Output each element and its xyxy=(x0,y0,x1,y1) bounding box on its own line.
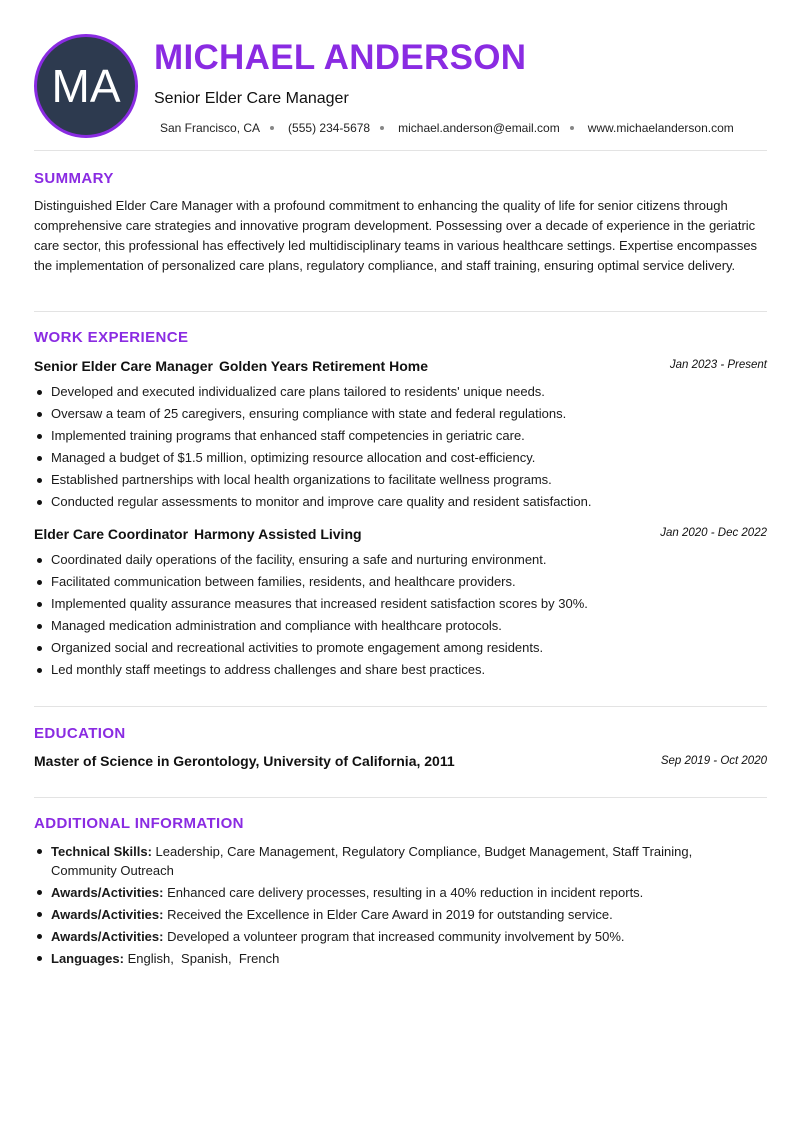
separator-dot xyxy=(270,126,274,130)
job-position: Elder Care Coordinator xyxy=(34,526,189,542)
contact-website[interactable]: www.michaelanderson.com xyxy=(587,121,734,135)
item-text: Received the Excellence in Elder Care Award in 2019 for outstanding service. xyxy=(163,907,613,922)
list-item: Conducted regular assessments to monitor and improve care quality and resident satisfaction. xyxy=(34,491,767,513)
list-item xyxy=(34,927,734,946)
section-divider xyxy=(34,311,767,312)
separator-dot xyxy=(570,126,574,130)
item-label: Technical Skills: xyxy=(51,844,152,859)
contact-phone: (555) 234-5678 xyxy=(288,121,371,135)
list-item: Established partnerships with local health organizations to facilitate wellness programs. xyxy=(34,469,767,491)
separator-dot xyxy=(380,126,384,130)
section-divider xyxy=(34,706,767,707)
list-item xyxy=(34,883,734,902)
item-label: Awards/Activities: xyxy=(51,885,164,900)
list-item: Implemented training programs that enhanced staff competencies in geriatric care. xyxy=(34,425,767,447)
item-text: Leadership, Care Management, Regulatory Compliance, Budget Management, Staff Training, Community Outreach xyxy=(51,844,693,878)
section-divider xyxy=(34,150,767,151)
job-dates: Jan 2020 - Dec 2022 xyxy=(660,527,767,539)
candidate-role: Senior Elder Care Manager xyxy=(154,90,349,107)
job-dates: Jan 2023 - Present xyxy=(669,359,767,371)
experience-heading: WORK EXPERIENCE xyxy=(34,329,189,346)
contact-location: San Francisco, CA xyxy=(160,121,261,135)
list-item: Led monthly staff meetings to address challenges and share best practices. xyxy=(34,659,767,681)
list-item: Facilitated communication between families, residents, and healthcare providers. xyxy=(34,571,767,593)
resume-header xyxy=(34,34,767,138)
summary-text: Distinguished Elder Care Manager with a profound commitment to enhancing the quality of life for senior citizens through comprehensive care strategies and innovative program development. Possessing over a decade of experience in the geriatric care sector, this professional has effectively led multidisciplinary teams in various healthcare settings. Expertise encompasses the implementation of personalized care plans, regulatory compliance, and staff training, ensuring optimal service delivery. xyxy=(34,198,758,273)
item-label: Awards/Activities: xyxy=(51,929,164,944)
avatar-initials: MA xyxy=(51,60,121,112)
item-text: Enhanced care delivery processes, resulting in a 40% reduction in incident reports. xyxy=(163,885,644,900)
list-item: Organized social and recreational activities to promote engagement among residents. xyxy=(34,637,767,659)
job-bullets xyxy=(34,381,767,513)
list-item: Managed a budget of $1.5 million, optimizing resource allocation and cost-efficiency. xyxy=(34,447,767,469)
list-item: Managed medication administration and compliance with healthcare protocols. xyxy=(34,615,767,637)
list-item: Developed and executed individualized care plans tailored to residents' unique needs. xyxy=(34,381,767,403)
section-divider xyxy=(34,797,767,798)
additional-list xyxy=(34,842,734,971)
education-degree: Master of Science in Gerontology, University of California, 2011 xyxy=(34,753,455,769)
job-header xyxy=(34,358,767,376)
additional-heading: ADDITIONAL INFORMATION xyxy=(34,815,244,832)
list-item xyxy=(34,949,734,968)
job-title-line xyxy=(34,526,362,542)
education-heading: EDUCATION xyxy=(34,725,126,742)
job-position: Senior Elder Care Manager xyxy=(34,358,213,374)
job-company: Harmony Assisted Living xyxy=(194,526,362,542)
job-title-line xyxy=(34,358,428,374)
item-label: Awards/Activities: xyxy=(51,907,164,922)
contact-line xyxy=(160,121,734,135)
summary-heading: SUMMARY xyxy=(34,170,114,187)
item-text: Developed a volunteer program that increased community involvement by 50%. xyxy=(163,929,625,944)
job-company: Golden Years Retirement Home xyxy=(218,358,428,374)
list-item: Implemented quality assurance measures that increased resident satisfaction scores by 30%. xyxy=(34,593,767,615)
list-item xyxy=(34,905,734,924)
list-item: Coordinated daily operations of the facility, ensuring a safe and nurturing environment. xyxy=(34,549,767,571)
list-item xyxy=(34,842,734,880)
job-bullets xyxy=(34,549,767,681)
item-label: Languages: xyxy=(51,951,124,966)
education-dates: Sep 2019 - Oct 2020 xyxy=(660,755,767,767)
contact-email[interactable]: michael.anderson@email.com xyxy=(398,121,560,135)
candidate-name: MICHAEL ANDERSON xyxy=(154,38,527,77)
job-header xyxy=(34,526,767,544)
avatar xyxy=(34,34,138,138)
item-text: English, Spanish, French xyxy=(123,951,280,966)
list-item: Oversaw a team of 25 caregivers, ensuring compliance with state and federal regulations. xyxy=(34,403,767,425)
education-entry xyxy=(34,753,767,771)
